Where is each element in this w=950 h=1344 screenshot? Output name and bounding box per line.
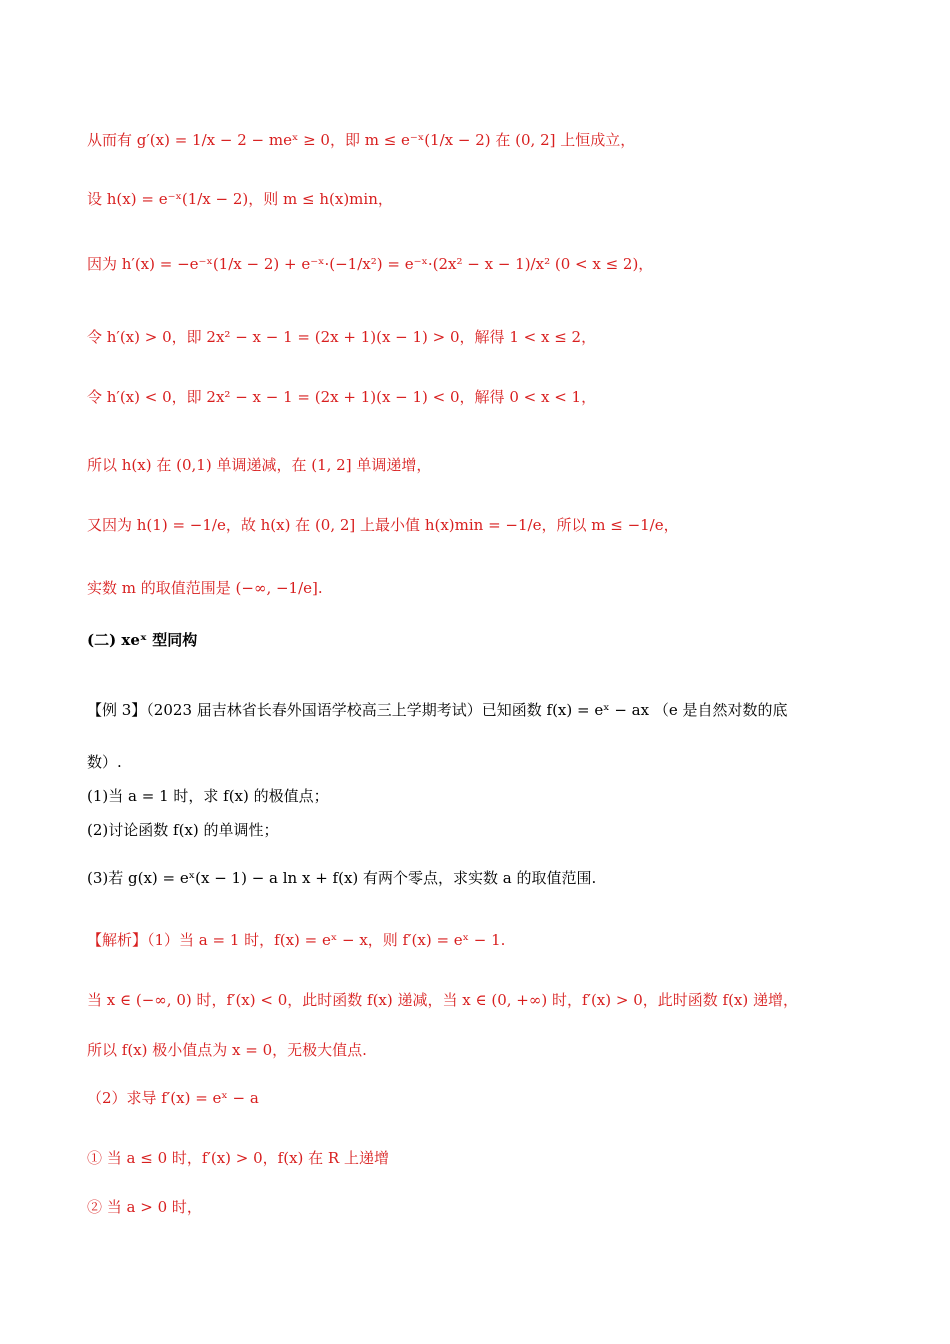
text-line: ① 当 a ≤ 0 时，f′(x) > 0，f(x) 在 R 上递增 xyxy=(87,1149,389,1167)
text-line: 所以 f(x) 极小值点为 x = 0，无极大值点. xyxy=(87,1041,367,1059)
text-line: 又因为 h(1) = −1/e，故 h(x) 在 (0, 2] 上最小值 h(x)min = −1/e，所以 m ≤ −1/e， xyxy=(87,516,679,534)
text-line: 令 h′(x) > 0，即 2x² − x − 1 = (2x + 1)(x − 1) > 0，解得 1 < x ≤ 2， xyxy=(87,328,597,346)
text-line: 从而有 g′(x) = 1/x − 2 − meˣ ≥ 0，即 m ≤ e⁻ˣ(1/x − 2) 在 (0, 2] 上恒成立， xyxy=(87,131,636,149)
text-line: （2）求导 f′(x) = eˣ − a xyxy=(87,1089,259,1107)
text-line: 数）. xyxy=(87,753,122,771)
text-line: 所以 h(x) 在 (0,1) 单调递减，在 (1, 2] 单调递增， xyxy=(87,456,432,474)
text-line: 令 h′(x) < 0，即 2x² − x − 1 = (2x + 1)(x − 1) < 0，解得 0 < x < 1， xyxy=(87,388,597,406)
text-line: 当 x ∈ (−∞, 0) 时，f′(x) < 0，此时函数 f(x) 递减，当 x ∈ (0, +∞) 时，f′(x) > 0，此时函数 f(x) 递增， xyxy=(87,991,799,1009)
text-line: (3)若 g(x) = eˣ(x − 1) − a ln x + f(x) 有两个零点，求实数 a 的取值范围. xyxy=(87,869,597,887)
text-line: ② 当 a > 0 时， xyxy=(87,1198,202,1216)
text-line: 设 h(x) = e⁻ˣ(1/x − 2)，则 m ≤ h(x)min， xyxy=(87,190,393,208)
text-line: 【例 3】（2023 届吉林省长春外国语学校高三上学期考试）已知函数 f(x) = eˣ − ax （e 是自然对数的底 xyxy=(87,701,788,719)
text-line: (2)讨论函数 f(x) 的单调性； xyxy=(87,821,279,839)
text-line: 因为 h′(x) = −e⁻ˣ(1/x − 2) + e⁻ˣ·(−1/x²) = e⁻ˣ·(2x² − x − 1)/x² (0 < x ≤ 2)， xyxy=(87,255,654,273)
text-line: 【解析】（1）当 a = 1 时，f(x) = eˣ − x，则 f′(x) = eˣ − 1. xyxy=(87,931,506,949)
section-heading: (二) xeˣ 型同构 xyxy=(87,631,198,649)
text-line: (1)当 a = 1 时，求 f(x) 的极值点； xyxy=(87,787,329,805)
text-line: 实数 m 的取值范围是 (−∞, −1/e]. xyxy=(87,579,323,597)
